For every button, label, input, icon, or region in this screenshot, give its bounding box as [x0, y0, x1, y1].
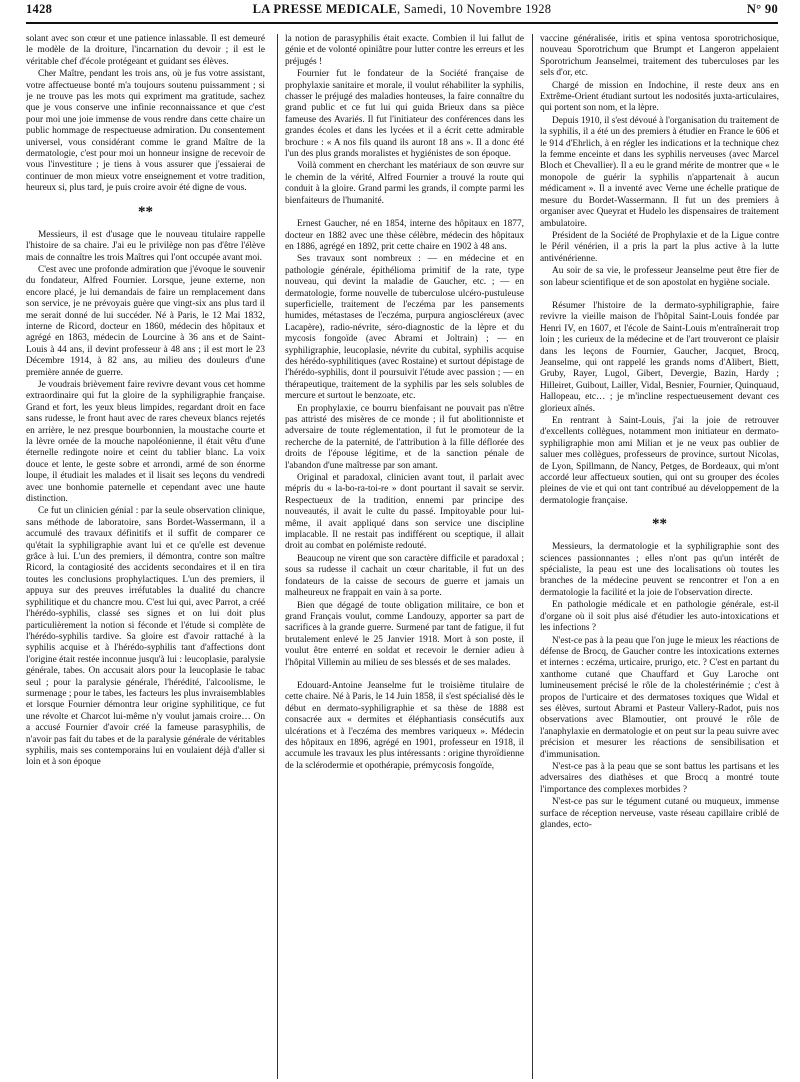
paragraph: solant avec son cœur et une patience inlassable. Il est demeuré le modèle de la droiture, l'incarnation du devoir ; il est le véritable chef d'école protégeant et guidant ses élèves.	[26, 34, 265, 67]
issue-date: , Samedi, 10 Novembre 1928	[397, 2, 552, 16]
paragraph: Chargé de mission en Indochine, il reste deux ans en Extrême-Orient étudiant surtout les nodosités juxta-articulaires, qui portent son nom, et la lèpre.	[540, 80, 779, 114]
paragraph: N'est-ce pas à la peau que l'on juge le mieux les réactions de défense de Brocq, de Gaucher contre les intoxications externes et internes : eczéma, urticaire, prurigo, etc. ? C'est en partant du xanthome cutané que Chauffard et Guy Laroche ont lumineusement précisé le rôle de la cholestérinémie ; c'est à propos de l'urticaire et des dermatoses toxiques que Widal et ses élèves, surtout Abrami et Pasteur Vallery-Radot, puis nos observations avec Blamoutier, ont prouvé le rôle de l'anaphylaxie en dermatologie et on peut sur la peau suivre avec précision et mesurer les réactions de sensibilisation et d'immunisation.	[540, 635, 779, 760]
paragraph: la notion de parasyphilis était exacte. Combien il lui fallut de génie et de volonté opiniâtre pour lutter contre les erreurs et les préjugés !	[285, 34, 524, 67]
paragraph-spacer	[285, 208, 524, 219]
paragraph: Cher Maître, pendant les trois ans, où je fus votre assistant, votre affectueuse bonté m'a toujours soutenu puissamment ; si je ne trouve pas les mots qui expriment ma gratitude, sachez que je vous conserve une infinie reconnaissance et que c'est pour moi une joie immense de vous rendre dans cette chaire un public hommage de respectueuse admiration. Du consentement universel, vous considérant comme le grand Maître de la dermatologie, c'est pour moi un honneur insigne de recevoir de vous l'investiture ; je tiens à vous assurer que j'essaierai de continuer de mon mieux votre enseignement et votre tradition, heureux si, plus tard, je puis croire avoir été digne de vous.	[26, 69, 265, 194]
paragraph-spacer	[285, 670, 524, 681]
paragraph: Bien que dégagé de toute obligation militaire, ce bon et grand Français voulut, comme Landouzy, apporter sa part de sacrifices à la grande guerre. Surmené par tant de fatigue, il fut brutalement enlevé le 25 Janvier 1918. Mort à son poste, il voulut être enterré en soldat et recevoir le dernier adieu à l'hôpital Villemin au milieu de ses blessés et de ses malades.	[285, 600, 524, 668]
paragraph: Original et paradoxal, clinicien avant tout, il parlait avec mépris du « la-bo-ra-toi-re » dont pourtant il savait se servir. Respectueux de la tradition, ennemi par principe des nouveautés, il avait le culte du passé. Impitoyable pour lui-même, il avait appliqué dans son service une discipline implacable. Il ne restait pas indifférent ou sceptique, il allait droit au combat en polémiste redouté.	[285, 473, 524, 552]
column-rule	[277, 34, 278, 1079]
issue-number: N° 90	[746, 2, 778, 16]
text-column-2	[285, 34, 524, 1079]
paragraph: Président de la Société de Prophylaxie et de la Ligue contre le Péril vénérien, il a pris la part la plus active à la lutte antivénérienne.	[540, 230, 779, 264]
paragraph: Messieurs, la dermatologie et la syphiligraphie sont des sciences passionnantes ; elles n'ont pas qu'un intérêt de spécialiste, la peau est une des localisations où toutes les branches de la médecine peuvent se rencontrer et l'on a en dermatologie la facilité et la joie de l'observation directe.	[540, 542, 779, 598]
paragraph: En prophylaxie, ce bourru bienfaisant ne pouvait pas n'être pas attristé des misères de ce monde ; il fut abolitionniste et adversaire de toute réglementation, il fut le promoteur de la recherche de la paternité, de l'attribution à la fille déflorée des droits de l'épouse légitime, et de la sanction pénale de l'abandon d'une maîtresse par son amant.	[285, 403, 524, 471]
paragraph: C'est avec une profonde admiration que j'évoque le souvenir du fondateur, Alfred Fournier. Lorsque, jeune externe, non encore placé, je lui demandais de faire un remplacement dans son service, je ne prévoyais guère que vingt-six ans plus tard il me serait donné de lui succéder. Né à Paris, le 12 Mai 1832, interne de Ricord, docteur en 1860, médecin des hôpitaux et agrégé en 1863, médecin de Lourcine à 36 ans et de Saint-Louis à 44 ans, il devint professeur à 48 ans ; il est mort le 23 Décembre 1914, à 82 ans, au milieu des douleurs d'une première année de guerre.	[26, 264, 265, 378]
paragraph: Messieurs, il est d'usage que le nouveau titulaire rappelle l'histoire de sa chaire. J'ai eu le privilège non pas d'être l'élève mais de connaître les trois Maîtres qui l'ont occupée avant moi.	[26, 229, 265, 263]
paragraph: N'est-ce pas sur le tégument cutané ou muqueux, immense surface de réception nerveuse, vaste réseau capillaire criblé de glandes, ecto-	[540, 797, 779, 830]
page-number: 1428	[26, 2, 53, 16]
text-column-3	[540, 34, 779, 1079]
paragraph: Depuis 1910, il s'est dévoué à l'organisation du traitement de la syphilis, il a été un des premiers à étudier en France le 606 et le 914 d'Ehrlich, à en régler les indications et la technique chez la femme enceinte et dans les syphilis nerveuses (avec Marcel Bloch et Chevallier). Il a eu le grand mérite de montrer que « le monopole de guérir la syphilis n'appartenait à aucun médicament ». Il a inventé avec Verne une échelle pratique de mesure du Bordet-Wassermann. Il fut un des premiers à organiser avec Queyrat et Hudelo les dispensaires de traitement ambulatoire.	[540, 115, 779, 229]
paragraph: Edouard-Antoine Jeanselme fut le troisième titulaire de cette chaire. Né à Paris, le 14 Juin 1858, il s'est spécialisé dès le début en dermato-syphiligraphie et sa thèse de 1888 est consacrée aux « dermites et éléphantiasis consécutifs aux ulcérations et à l'eczéma des membres variqueux ». Médecin des hôpitaux en 1896, agrégé en 1901, professeur en 1918, il accumule les travaux les plus intéressants : origine thyroïdienne de la sclérodermie et opothérapie, prémycosis fongoïde,	[285, 680, 524, 771]
paragraph: En pathologie médicale et en pathologie générale, est-il d'organe où il soit plus aisé d'étudier les auto-intoxications et les infections ?	[540, 600, 779, 634]
paragraph: Beaucoup ne virent que son caractère difficile et paradoxal ; sous sa rudesse il cachait un cœur charitable, il fut un des fondateurs de la caisse de secours de guerre et jamais un malheureux ne frappait en vain à sa porte.	[285, 553, 524, 599]
paragraph: Ses travaux sont nombreux : — en médecine et en pathologie générale, épithélioma primitif de la rate, type nouveau, qui devint la maladie de Gaucher, etc. ; — en dermatologie, forme nouvelle de tuberculose ulcéro-pustuleuse superficielle, traitement de l'eczéma par les pansements humides, métastases de l'eczéma, purpura angioscléreux (avec Lacapère), radio-névrite, séro-diagnostic de la lèpre et du mycosis fongoïde (avec Abrami et Joltrain) ; — en syphiligraphie, leucoplasie, névrite du cubital, syphilis acquise des hérédo-syphilitiques (avec Rostaine) et surtout dépistage de l'hérédo-syphilis, dont il poursuivit l'étude avec passion ; — en thérapeutique, traitement de la syphilis par les sels solubles de mercure et surtout le benzoate, etc.	[285, 254, 524, 402]
paragraph: vaccine généralisée, iritis et spina ventosa sporotrichosique, nouveau Sporotrichum que Brumpt et Langeron appelaient Sporotrichum Jeanselmei, traitement des tuberculoses par les sels d'or, etc.	[540, 34, 779, 79]
page-header	[26, 0, 778, 24]
paragraph: Fournier fut le fondateur de la Société française de prophylaxie sanitaire et morale, il voulut réhabiliter la syphilis, chasser le préjugé des maladies honteuses, la faire connaître du grand public et ce fut lui qui guida Brieux dans sa pièce fameuse des Avariés. Il fut l'initiateur des conférences dans les grandes écoles et dans les lycées et il a écrit cette admirable brochure : « A nos fils quand ils auront 18 ans ». Il a donc été l'un des plus grands moralistes et hygiénistes de son époque.	[285, 69, 524, 160]
paragraph-spacer	[540, 290, 779, 301]
paragraph: Ernest Gaucher, né en 1854, interne des hôpitaux en 1877, docteur en 1882 avec une thèse célèbre, médecin des hôpitaux en 1886, agrégé en 1892, prit cette chaire en 1902 à 48 ans.	[285, 219, 524, 252]
paragraph: N'est-ce pas à la peau que se sont battus les partisans et les adversaires des diathèses et que Brocq a montré toute l'importance des complexes morbides ?	[540, 761, 779, 795]
paragraph: Au soir de sa vie, le professeur Jeanselme peut être fier de son labeur scientifique et de son apostolat en hygiène sociale.	[540, 266, 779, 288]
paragraph: Voilà comment en cherchant les matériaux de son œuvre sur le chemin de la vérité, Alfred Fournier a trouvé la route qui conduit à la gloire. Grand parmi les grands, il compte parmi les bienfaiteurs de l'humanité.	[285, 161, 524, 206]
column-rule	[532, 34, 533, 1079]
running-title	[26, 2, 778, 17]
journal-name: LA PRESSE MEDICALE	[252, 2, 397, 16]
text-column-1	[26, 34, 265, 1079]
paragraph: En rentrant à Saint-Louis, j'ai la joie de retrouver d'excellents collègues, notamment mon initiateur en dermato-syphiligraphie mon ami Milian et je ne veux pas oublier de saluer mes collègues, professeurs de province, surtout Nicolas, de Lyon, Spillmann, de Nancy, Petges, de Bordeaux, qui m'ont accordé leur affectueux soutien, qui ont su grouper des écoles pleines de vie et qui ont tant contribué au développement de la dermatologie française.	[540, 416, 779, 506]
section-separator-asterisks: **	[138, 203, 153, 220]
paragraph: Je voudrais brièvement faire revivre devant vous cet homme extraordinaire qui fut la gloire de la syphiligraphie française. Grand et fort, les yeux bleus limpides, regardant droit en face sans rudesse, le front haut avec de rares cheveux blancs rejetés en arrière, le nez presque bourbonnien, la moustache courte et la lèvre ornée de la mouche napoléonienne, il était vêtu d'une éternelle redingote noire et ceint du tablier blanc. La voix douce et lente, le geste sobre et arrondi, armé de son énorme loupe, il étudiait les malades et il lisait ses leçons du vendredi avec une bonhomie paternelle et cependant avec une haute distinction.	[26, 379, 265, 505]
paragraph: Ce fut un clinicien génial : par la seule observation clinique, sans méthode de laboratoire, sans Bordet-Wassermann, il a accumulé des travaux définitifs et il suffit de comparer ce qu'était la syphiligraphie avant lui et ce qu'elle est devenue grâce à lui. L'un des premiers, il démontra, contre son maître Ricord, la contagiosité des accidents secondaires et il en tira toutes les conclusions prophylactiques. L'un des premiers, il appuya sur des preuves irréfutables la dualité du chancre syphilitique et du chancre mou. C'est lui qui, avec Parrot, a créé l'hérédo-syphilis, classé ses signes et on lui doit plus particulièrement la notion si féconde et l'étude si complète de l'hérédo-syphilis tardive. Sa gloire est d'avoir rattaché à la syphilis acquise et à l'hérédo-syphilis tant d'affections dont l'origine était restée inconnue jusqu'à lui : leucoplasie, paralysie générale, tabes. On accusait alors pour la leucoplasie le tabac seul ; pour la paralysie générale, l'hérédité, l'alcoolisme, le surmenage ; pour le tabes, les facteurs les plus invraisemblables et lorsque Fournier démontra leur origine syphilitique, ce fut une révolte et Charcot lui-même n'y voulut jamais croire… On a accusé Fournier d'avoir créé la fameuse parasyphilis, de n'avoir pas fait du tabes et de la paralysie générale de véritables syphilis, mais ses contemporains lui en voulaient déjà d'aller si loin et à son époque	[26, 506, 265, 768]
section-separator-asterisks: **	[652, 516, 667, 533]
paragraph: Résumer l'histoire de la dermato-syphiligraphie, faire revivre la vieille maison de l'hôpital Saint-Louis fondée par Henri IV, en 1607, et l'école de Saint-Louis m'entraînerait trop loin ; les curieux de la médecine et de l'art trouveront ce plaisir dans les leçons de Fournier, Gaucher, Jacquet, Brocq, Jeanselme, qui ont rappelé les grands noms d'Alibert, Biett, Gruby, Rayer, Lugol, Gibert, Devergie, Bazin, Hardy ; Hilleiret, Guibout, Lailler, Vidal, Besnier, Fournier, Quinquaud, Hallopeau, etc… ; je m'incline respectueusement devant ces glorieux aînés.	[540, 300, 779, 414]
